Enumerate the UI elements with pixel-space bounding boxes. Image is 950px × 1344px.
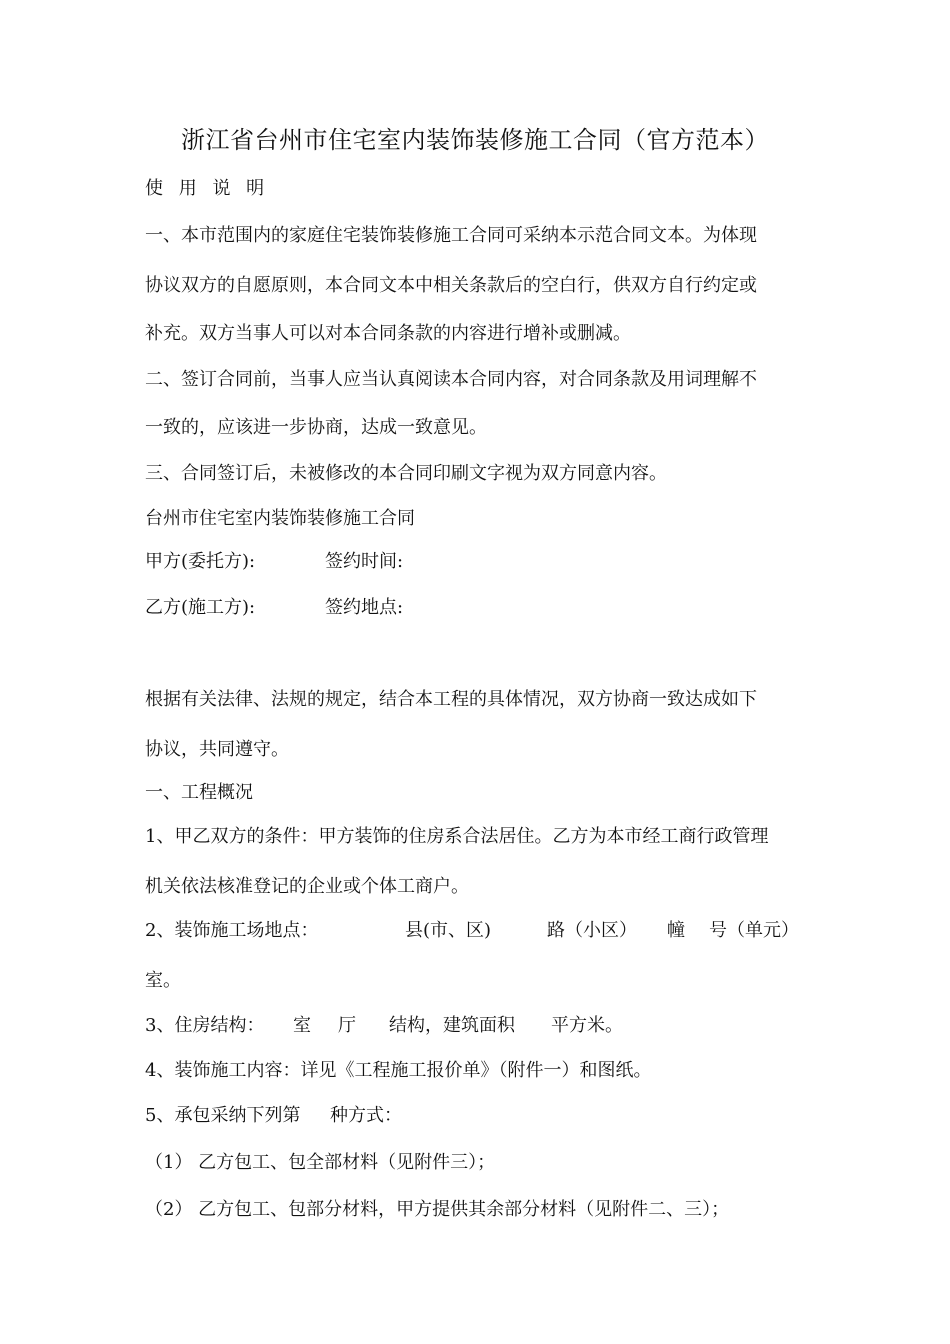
option-2: （2） 乙方包工、包部分材料，甲方提供其余部分材料（见附件二、三）； bbox=[145, 1199, 730, 1220]
sign-place-label: 签约地点: bbox=[325, 597, 404, 618]
instruction-1-line-2: 协议双方的自愿原则，本合同文本中相关条款后的空白行，供双方自行约定或 bbox=[145, 275, 757, 296]
instructions-heading: 使 用 说 明 bbox=[145, 178, 270, 199]
instruction-2-line-2: 一致的，应该进一步协商，达成一致意见。 bbox=[145, 417, 487, 438]
document-title: 浙江省台州市住宅室内装饰装修施工合同（官方范本） bbox=[181, 126, 769, 154]
clause-2-room: 室。 bbox=[145, 970, 181, 991]
clause-3-room: 室 bbox=[293, 1015, 311, 1036]
instruction-1-line-1: 一、本市范围内的家庭住宅装饰装修施工合同可采纳本示范合同文本。为体现 bbox=[145, 225, 757, 246]
clause-3-hall: 厅 bbox=[338, 1015, 356, 1036]
clause-1-line-2: 机关依法核准登记的企业或个体工商户。 bbox=[145, 876, 469, 897]
clause-5-prefix: 5、承包采纳下列第 bbox=[145, 1105, 301, 1126]
party-b-label: 乙方(施工方): bbox=[145, 597, 256, 618]
clause-1-line-1: 1、甲乙双方的条件：甲方装饰的住房系合法居住。乙方为本市经工商行政管理 bbox=[145, 826, 769, 847]
clause-4: 4、装饰施工内容：详见《工程施工报价单》（附件一）和图纸。 bbox=[145, 1060, 652, 1081]
clause-2-building: 幢 bbox=[667, 920, 685, 941]
clause-3-prefix: 3、住房结构： bbox=[145, 1015, 265, 1036]
preamble-line-2: 协议，共同遵守。 bbox=[145, 739, 289, 760]
instruction-1-line-3: 补充。双方当事人可以对本合同条款的内容进行增补或删减。 bbox=[145, 323, 631, 344]
section-1-heading: 一、工程概况 bbox=[145, 782, 253, 803]
instruction-3: 三、合同签订后，未被修改的本合同印刷文字视为双方同意内容。 bbox=[145, 463, 667, 484]
clause-3-structure: 结构，建筑面积 bbox=[389, 1015, 515, 1036]
clause-3-unit: 平方米。 bbox=[551, 1015, 623, 1036]
clause-2-unit: 号（单元） bbox=[709, 920, 799, 941]
option-1: （1） 乙方包工、包全部材料（见附件三）； bbox=[145, 1152, 496, 1173]
party-a-label: 甲方(委托方): bbox=[145, 551, 256, 572]
preamble-line-1: 根据有关法律、法规的规定，结合本工程的具体情况，双方协商一致达成如下 bbox=[145, 689, 757, 710]
clause-2-prefix: 2、装饰施工场地点： bbox=[145, 920, 319, 941]
clause-5-suffix: 种方式： bbox=[330, 1105, 402, 1126]
contract-name: 台州市住宅室内装饰装修施工合同 bbox=[145, 508, 415, 529]
instruction-2-line-1: 二、签订合同前，当事人应当认真阅读本合同内容，对合同条款及用词理解不 bbox=[145, 369, 757, 390]
sign-time-label: 签约时间: bbox=[325, 551, 404, 572]
clause-2-county: 县(市、区) bbox=[405, 920, 492, 941]
clause-2-road: 路（小区） bbox=[547, 920, 637, 941]
